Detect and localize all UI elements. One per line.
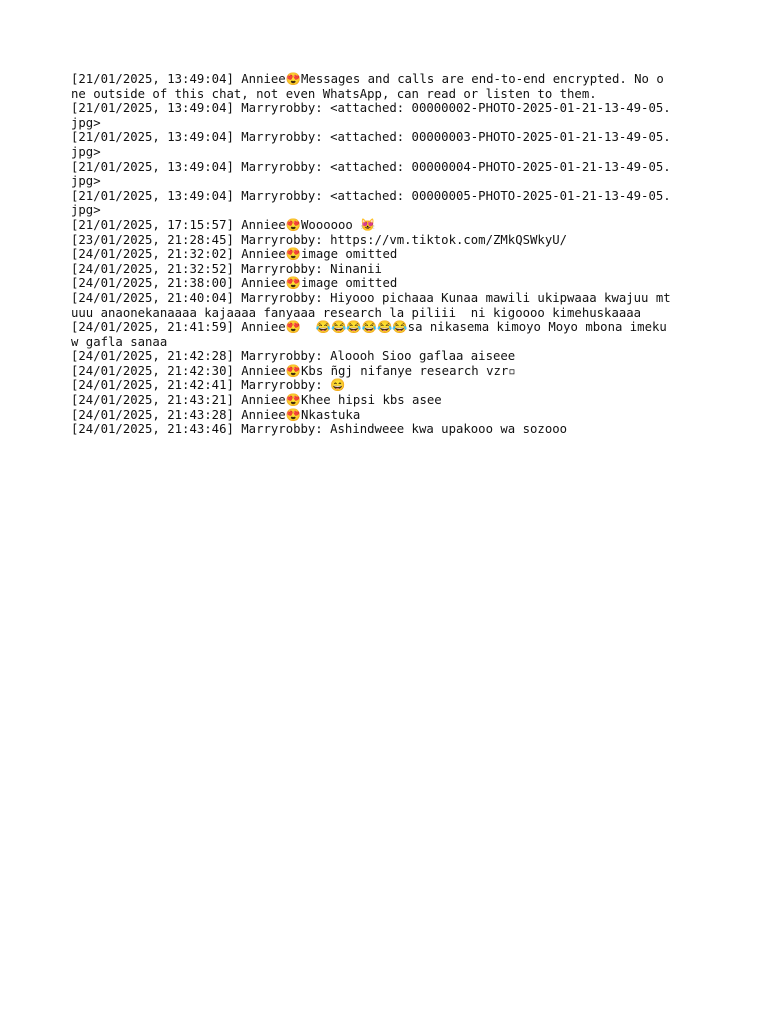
chat-line: [24/01/2025, 21:40:04] Marryrobby: Hiyooo pichaaa Kunaa mawili ukipwaaa kwajuu mtuuu anaonekanaaaa kajaaaa fanyaaa research la piliii ni kigoooo kimehuskaaaa <box>71 290 671 320</box>
chat-line: [21/01/2025, 17:15:57] Anniee😍Woooooo 😻 <box>71 217 376 232</box>
chat-line-encryption-notice: [21/01/2025, 13:49:04] Anniee😍Messages and calls are end-to-end encrypted. No one outside of this chat, not even WhatsApp, can read or listen to them. <box>71 72 664 101</box>
chat-line-attachment-5: [21/01/2025, 13:49:04] Marryrobby: <attached: 00000005-PHOTO-2025-01-21-13-49-05.jpg> <box>71 188 671 218</box>
chat-line-attachment-4: [21/01/2025, 13:49:04] Marryrobby: <attached: 00000004-PHOTO-2025-01-21-13-49-05.jpg> <box>71 159 671 189</box>
chat-line-attachment-3: [21/01/2025, 13:49:04] Marryrobby: <attached: 00000003-PHOTO-2025-01-21-13-49-05.jpg> <box>71 130 671 159</box>
chat-line: [24/01/2025, 21:43:28] Anniee😍Nkastuka <box>71 407 361 422</box>
chat-line-image-omitted: [24/01/2025, 21:38:00] Anniee😍image omitted <box>71 276 398 291</box>
chat-line-link: [23/01/2025, 21:28:45] Marryrobby: https://vm.tiktok.com/ZMkQSWkyU/ <box>71 232 568 247</box>
chat-line: [24/01/2025, 21:42:28] Marryrobby: Aloooh Sioo gaflaa aiseee <box>71 349 516 364</box>
chat-line-attachment-2: [21/01/2025, 13:49:04] Marryrobby: <attached: 00000002-PHOTO-2025-01-21-13-49-05.jpg> <box>71 101 671 130</box>
chat-line: [24/01/2025, 21:43:46] Marryrobby: Ashindweee kwa upakooo wa sozooo <box>71 422 568 437</box>
chat-line: [24/01/2025, 21:32:52] Marryrobby: Ninanii <box>71 261 382 276</box>
chat-line: [24/01/2025, 21:42:41] Marryrobby: 😄 <box>71 378 346 393</box>
chat-line-image-omitted: [24/01/2025, 21:32:02] Anniee😍image omitted <box>71 247 398 262</box>
chat-line: [24/01/2025, 21:41:59] Anniee😍 😂😂😂😂😂😂sa nikasema kimoyo Moyo mbona imekuw gafla sanaa <box>71 320 667 349</box>
chat-line: [24/01/2025, 21:42:30] Anniee😍Kbs ñgj nifanye research vzr▫ <box>71 363 516 378</box>
chat-line: [24/01/2025, 21:43:21] Anniee😍Khee hipsi kbs asee <box>71 393 442 408</box>
chat-transcript <box>71 72 671 437</box>
